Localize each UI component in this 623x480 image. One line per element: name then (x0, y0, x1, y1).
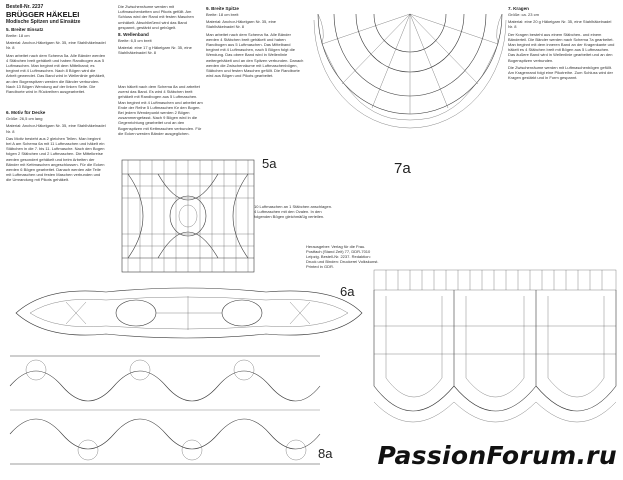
text-column-1 (6, 4, 106, 304)
section-heading: 9. Breite Spitze (206, 6, 239, 11)
section-text: Die Zwischenräume werden mit Luftmaschenbögen gefüllt. Am Kragenrand folgt eine Pikotreihe. Zum Schluss wird der Kragen gestärkt und in Form gespannt. (508, 64, 613, 81)
page-subtitle: Modische Spitzen und Einsätze (6, 19, 81, 25)
lace-chart-6a (6, 284, 370, 342)
figure-label-6a: 6a (340, 284, 355, 299)
section-text: Der Kragen besteht aus einem Stäbchen- und einem Bänderteil. Die Bänder werden nach Schema 7a gearbeitet. Man beginnt mit dem inneren Band an der Kragenkante und häkelt es 4 Stäbchen breit mit Bögen aus 5 Luftmaschen. Das äußere Band wird in Wellenlinie gearbeitet und an den Bogenspitzen verbunden. (508, 31, 615, 63)
section-size: Breite: 18 cm breit (206, 12, 239, 17)
page-title: BRÜGGER HÄKELEI (6, 10, 80, 19)
section-material: Material: Anchor-Häkelgarn Nr. 35, eine Stahlhäkelnadel Nr. 8 (6, 123, 106, 134)
section-heading: 6. Motiv für Decke (6, 110, 46, 116)
order-number: Bestell-Nr. 2237 (6, 4, 44, 10)
lace-chart-8a (10, 346, 320, 474)
section-text: Das Motiv besteht aus 2 gleichen Teilen. Man beginnt bei A am Schema 6a mit 11 Luftmaschen und häkelt ein Stäbchen in die 7. bis 11. Luftmasche. Nach den Bogen folgen 2 Stäbchen und 2 Luftmaschen. Die Mittelkreise werden gesondert gehäkelt und beim Arbeiten der Bänder mit Kettmaschen angeschlossen. Für die Ecken werden 6 Bögen gearbeitet. Danach werden alle Teile mit Luftmaschen und festen Maschen verbunden und die Umrandung mit Pikots gehäkelt. (6, 135, 105, 183)
lace-chart-9a (372, 266, 618, 442)
section-size: Breite: 18 cm (6, 33, 30, 38)
section-heading: 5. Breiter Einsatz (6, 27, 44, 32)
section-size: Größe: 26,5 cm lang (6, 116, 43, 122)
section-text: Man arbeitet nach dem Schema 9a. Alle Bänder werden 4 Stäbchen breit gehäkelt und haben Randbogen aus 5 Luftmaschen. Das Mittelband beginnt mit 4 Luftmaschen, nach 5 Bögen folgt die Wendung. Das obere Band wird in Wellenlinie weitergehäkelt und an den Spitzen verbunden. Danach werden die Zwischenräume mit Luftmaschenbögen, Stäbchen und festen Maschen gefüllt. Die Randborte wird aus Bögen und Pikots gearbeitet. (206, 31, 304, 79)
section-text: Man häkelt nach dem Schema 8a und arbeitet zuerst das Band. Es wird 4 Stäbchen breit gehäkelt mit Randbogen aus 5 Luftmaschen. Man beginnt mit 4 Luftmaschen und arbeitet am Ende der Reihe 5 Luftmaschen für den Bogen. Bei jedem Wendepunkt werden 2 Bögen zusammengefasst. Nach 9 Bögen wird in die Gegenrichtung gearbeitet und an den Bogenspitzen mit Kettmaschen verbunden. Für die Ecken werden Bänder ausgeglichen. (118, 84, 203, 136)
imprint: Herausgeber: Verlag für die Frau. Postfach (Stand Zeit) 77, DDR-7010 Leipzig. Bestell-Nr. 2237. Redaktion: Druck und Binden: Druckerei Volkskunst. Printed in GDR. (306, 244, 379, 269)
pattern-note: 10 Luftmaschen an 1 Stäbchen anschlagen. 4 Luftmaschen mit den Ovalen. In den folgenden Bögen gleichmäßig verteilen. (254, 204, 333, 219)
text-column-4 (508, 4, 616, 260)
section-heading: 7. Kragen (508, 6, 529, 11)
section-material: Material: eine 20 g Häkelgarn Nr. 35, eine Stahlhäkelnadel Nr. 8 (508, 19, 612, 30)
figure-label-8a: 8a (318, 446, 333, 461)
section-material: Material: eine 17 g Häkelgarn Nr. 35, eine Stahlhäkelnadel Nr. 8 (118, 45, 192, 56)
watermark: PassionForum.ru (377, 441, 617, 470)
text-column-2b (118, 84, 204, 154)
section-heading: 8. Wellenband (118, 32, 149, 38)
section-size: Größe: ca. 23 cm (508, 12, 539, 17)
section-text: Die Zwischenräume werden mit Luftmaschenketten und Pikots gefüllt. Am Schluss wird der Rand mit festen Maschen umhäkelt. Abschließend wird das Band gespannt, gestärkt und gebügelt. (118, 4, 194, 30)
section-material: Material: Anchor-Häkelgarn Nr. 35, eine Stahlhäkelnadel Nr. 8 (206, 19, 277, 30)
lace-chart-5a (118, 156, 258, 276)
figure-label-7a: 7a (394, 160, 411, 177)
section-material: Material: Anchor-Häkelgarn Nr. 35, eine Stahlhäkelnadel Nr. 8 (6, 40, 106, 51)
section-text: Man arbeitet nach dem Schema 5a. Alle Bänder werden 4 Stäbchen breit gehäkelt und haben Randbogen aus 5 Luftmaschen. Man beginnt mit dem Mittelband; es beginnt mit 4 Luftmaschen. Nach 8 Bögen wird die Arbeit gewendet. Das Band wird in Wellenlinie gehäkelt, an den Bogenspitzen werden die Bänder verbunden. Nach 13 Bögen Wendung auf der linken Seite. Die Randborte wird in Rückreihen ausgearbeitet. (6, 52, 106, 95)
section-size: Breite: 6,5 cm breit (118, 38, 152, 44)
text-column-3 (206, 4, 304, 154)
figure-label-5a: 5a (262, 156, 277, 171)
